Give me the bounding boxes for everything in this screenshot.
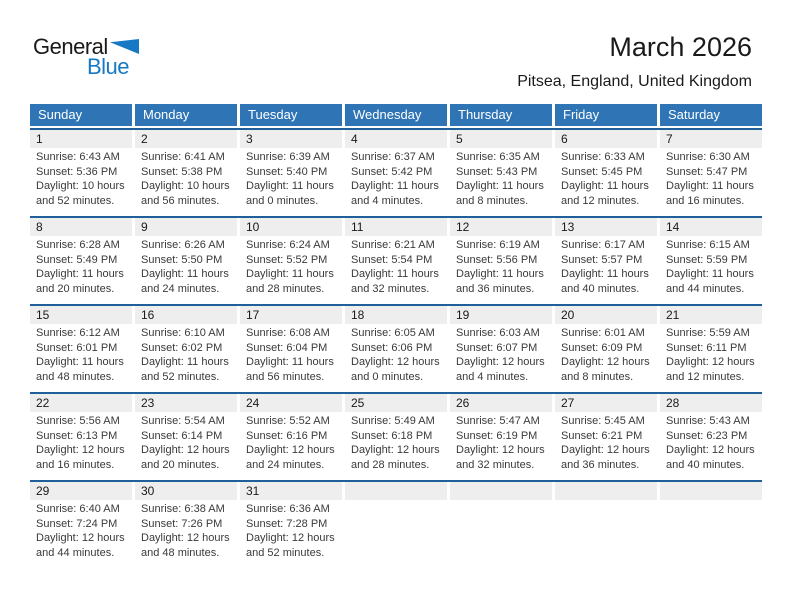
title-block (517, 30, 752, 93)
sunrise-text: Sunrise: 5:52 AM (246, 415, 330, 427)
daylight-text-line2: and 56 minutes. (141, 194, 220, 207)
calendar-grid (30, 104, 762, 578)
sunrise-text: Sunrise: 6:37 AM (351, 151, 435, 163)
day-details (30, 412, 132, 480)
daylight-text-line2: and 44 minutes. (36, 546, 115, 559)
day-cell (135, 130, 237, 216)
sunrise-text: Sunrise: 6:28 AM (36, 239, 120, 251)
day-cell (555, 394, 657, 480)
daylight-text-line2: and 0 minutes. (246, 194, 319, 207)
sunset-text: Sunset: 6:01 PM (36, 341, 118, 354)
day-cell (345, 218, 447, 304)
sunrise-text: Sunrise: 5:54 AM (141, 415, 225, 427)
day-details (30, 324, 132, 392)
daylight-text-line2: and 16 minutes. (666, 194, 745, 207)
day-cell (660, 218, 762, 304)
day-number: 8 (30, 218, 132, 236)
weekday-header-thursday: Thursday (450, 104, 552, 126)
day-number: 18 (345, 306, 447, 324)
daylight-text-line1: Daylight: 11 hours (456, 180, 544, 192)
daylight-text-line1: Daylight: 12 hours (561, 356, 650, 368)
day-number: 31 (240, 482, 342, 500)
sunset-text: Sunset: 5:50 PM (141, 253, 223, 266)
weekday-header-saturday: Saturday (660, 104, 762, 126)
sunrise-text: Sunrise: 6:08 AM (246, 327, 330, 339)
day-number: 11 (345, 218, 447, 236)
sunset-text: Sunset: 5:54 PM (351, 253, 433, 266)
sunrise-text: Sunrise: 6:15 AM (666, 239, 750, 251)
weekday-header-tuesday: Tuesday (240, 104, 342, 126)
day-cell (345, 394, 447, 480)
day-details (345, 412, 447, 480)
week-row-4 (30, 392, 762, 480)
day-details (240, 148, 342, 216)
day-details (450, 236, 552, 304)
daylight-text-line2: and 40 minutes. (666, 458, 745, 471)
daylight-text-line2: and 20 minutes. (36, 282, 115, 295)
day-number (345, 482, 447, 500)
day-number: 25 (345, 394, 447, 412)
daylight-text-line1: Daylight: 12 hours (141, 532, 230, 544)
sunset-text: Sunset: 6:18 PM (351, 429, 433, 442)
daylight-text-line2: and 24 minutes. (141, 282, 220, 295)
day-details (450, 412, 552, 480)
sunrise-text: Sunrise: 6:19 AM (456, 239, 540, 251)
sunrise-text: Sunrise: 5:43 AM (666, 415, 750, 427)
daylight-text-line1: Daylight: 11 hours (246, 268, 334, 280)
sunset-text: Sunset: 7:26 PM (141, 517, 223, 530)
day-cell (240, 306, 342, 392)
day-cell (660, 394, 762, 480)
day-details (555, 324, 657, 392)
day-cell (240, 394, 342, 480)
day-cell (450, 394, 552, 480)
sunrise-text: Sunrise: 6:03 AM (456, 327, 540, 339)
sunset-text: Sunset: 6:02 PM (141, 341, 223, 354)
day-number: 19 (450, 306, 552, 324)
day-number (450, 482, 552, 500)
day-cell (660, 130, 762, 216)
day-details (345, 324, 447, 392)
day-details (450, 148, 552, 216)
page-title: March 2026 (609, 32, 752, 62)
logo-word-general: General (33, 34, 108, 59)
day-number: 29 (30, 482, 132, 500)
day-cell (450, 130, 552, 216)
day-cell (135, 306, 237, 392)
sunset-text: Sunset: 5:43 PM (456, 165, 538, 178)
page-subtitle: Pitsea, England, United Kingdom (517, 73, 752, 90)
day-number: 4 (345, 130, 447, 148)
day-number: 21 (660, 306, 762, 324)
weeks-container (30, 128, 762, 578)
sunrise-text: Sunrise: 6:26 AM (141, 239, 225, 251)
day-cell (135, 218, 237, 304)
day-details (345, 500, 447, 510)
daylight-text-line1: Daylight: 11 hours (141, 268, 229, 280)
daylight-text-line1: Daylight: 12 hours (36, 532, 125, 544)
daylight-text-line1: Daylight: 10 hours (141, 180, 230, 192)
sunset-text: Sunset: 7:24 PM (36, 517, 118, 530)
sunset-text: Sunset: 5:52 PM (246, 253, 328, 266)
day-number: 23 (135, 394, 237, 412)
daylight-text-line1: Daylight: 12 hours (666, 444, 755, 456)
day-cell (450, 306, 552, 392)
day-cell (30, 394, 132, 480)
daylight-text-line2: and 4 minutes. (456, 370, 529, 383)
sunset-text: Sunset: 5:45 PM (561, 165, 643, 178)
sunset-text: Sunset: 6:23 PM (666, 429, 748, 442)
sunrise-text: Sunrise: 6:01 AM (561, 327, 645, 339)
weekday-header-wednesday: Wednesday (345, 104, 447, 126)
day-number (660, 482, 762, 500)
day-details (450, 324, 552, 392)
daylight-text-line1: Daylight: 12 hours (456, 356, 545, 368)
weekday-header-friday: Friday (555, 104, 657, 126)
daylight-text-line2: and 40 minutes. (561, 282, 640, 295)
day-number: 9 (135, 218, 237, 236)
day-details (555, 500, 657, 510)
sunrise-text: Sunrise: 6:05 AM (351, 327, 435, 339)
week-row-3 (30, 304, 762, 392)
daylight-text-line1: Daylight: 12 hours (141, 444, 230, 456)
day-number: 15 (30, 306, 132, 324)
daylight-text-line1: Daylight: 11 hours (561, 268, 649, 280)
sunset-text: Sunset: 5:49 PM (36, 253, 118, 266)
day-details (660, 324, 762, 392)
day-cell (240, 482, 342, 578)
daylight-text-line2: and 24 minutes. (246, 458, 325, 471)
day-details (345, 236, 447, 304)
daylight-text-line1: Daylight: 11 hours (351, 180, 439, 192)
sunset-text: Sunset: 5:47 PM (666, 165, 748, 178)
daylight-text-line1: Daylight: 11 hours (666, 268, 754, 280)
day-number: 22 (30, 394, 132, 412)
day-cell (30, 306, 132, 392)
daylight-text-line1: Daylight: 12 hours (246, 444, 335, 456)
daylight-text-line2: and 8 minutes. (561, 370, 634, 383)
day-details (555, 412, 657, 480)
sunrise-text: Sunrise: 6:40 AM (36, 503, 120, 515)
day-cell (345, 306, 447, 392)
sunrise-text: Sunrise: 5:45 AM (561, 415, 645, 427)
daylight-text-line1: Daylight: 11 hours (456, 268, 544, 280)
sunrise-text: Sunrise: 6:41 AM (141, 151, 225, 163)
sunrise-text: Sunrise: 6:17 AM (561, 239, 645, 251)
sunrise-text: Sunrise: 6:43 AM (36, 151, 120, 163)
day-number: 6 (555, 130, 657, 148)
day-number: 1 (30, 130, 132, 148)
daylight-text-line1: Daylight: 12 hours (561, 444, 650, 456)
daylight-text-line2: and 12 minutes. (666, 370, 745, 383)
sunset-text: Sunset: 6:21 PM (561, 429, 643, 442)
sunrise-text: Sunrise: 6:36 AM (246, 503, 330, 515)
day-details (660, 236, 762, 304)
daylight-text-line2: and 36 minutes. (561, 458, 640, 471)
day-cell (30, 130, 132, 216)
sunset-text: Sunset: 6:19 PM (456, 429, 538, 442)
daylight-text-line1: Daylight: 12 hours (246, 532, 335, 544)
sunrise-text: Sunrise: 6:39 AM (246, 151, 330, 163)
weekday-header-sunday: Sunday (30, 104, 132, 126)
general-blue-logo (33, 36, 153, 86)
day-details (240, 324, 342, 392)
week-row-5 (30, 480, 762, 578)
day-cell (555, 130, 657, 216)
day-number: 12 (450, 218, 552, 236)
day-details (135, 324, 237, 392)
sunrise-text: Sunrise: 6:21 AM (351, 239, 435, 251)
daylight-text-line2: and 52 minutes. (246, 546, 325, 559)
day-details (135, 236, 237, 304)
daylight-text-line2: and 8 minutes. (456, 194, 529, 207)
day-number: 24 (240, 394, 342, 412)
week-row-2 (30, 216, 762, 304)
daylight-text-line2: and 52 minutes. (36, 194, 115, 207)
daylight-text-line1: Daylight: 12 hours (456, 444, 545, 456)
daylight-text-line2: and 32 minutes. (456, 458, 535, 471)
day-details (240, 236, 342, 304)
daylight-text-line1: Daylight: 11 hours (246, 356, 334, 368)
day-cell (450, 218, 552, 304)
day-cell (240, 130, 342, 216)
day-number: 10 (240, 218, 342, 236)
sunset-text: Sunset: 5:59 PM (666, 253, 748, 266)
sunrise-text: Sunrise: 6:12 AM (36, 327, 120, 339)
day-details (660, 412, 762, 480)
day-details (30, 500, 132, 568)
daylight-text-line2: and 28 minutes. (246, 282, 325, 295)
daylight-text-line2: and 16 minutes. (36, 458, 115, 471)
sunset-text: Sunset: 6:16 PM (246, 429, 328, 442)
sunrise-text: Sunrise: 6:10 AM (141, 327, 225, 339)
day-details (135, 412, 237, 480)
sunset-text: Sunset: 6:13 PM (36, 429, 118, 442)
sunset-text: Sunset: 5:57 PM (561, 253, 643, 266)
day-details (135, 148, 237, 216)
sunset-text: Sunset: 6:06 PM (351, 341, 433, 354)
day-details (240, 500, 342, 568)
sunrise-text: Sunrise: 5:59 AM (666, 327, 750, 339)
daylight-text-line2: and 36 minutes. (456, 282, 535, 295)
daylight-text-line1: Daylight: 11 hours (246, 180, 334, 192)
day-number: 20 (555, 306, 657, 324)
day-number: 26 (450, 394, 552, 412)
sunset-text: Sunset: 5:36 PM (36, 165, 118, 178)
day-number: 14 (660, 218, 762, 236)
daylight-text-line1: Daylight: 10 hours (36, 180, 125, 192)
sunrise-text: Sunrise: 5:49 AM (351, 415, 435, 427)
daylight-text-line2: and 4 minutes. (351, 194, 424, 207)
daylight-text-line2: and 44 minutes. (666, 282, 745, 295)
sunset-text: Sunset: 6:07 PM (456, 341, 538, 354)
logo-word-blue: Blue (87, 54, 130, 79)
day-details (660, 148, 762, 216)
day-number: 16 (135, 306, 237, 324)
day-number: 13 (555, 218, 657, 236)
day-details (30, 148, 132, 216)
day-cell (660, 482, 762, 578)
day-number: 30 (135, 482, 237, 500)
sunrise-text: Sunrise: 6:38 AM (141, 503, 225, 515)
day-details (240, 412, 342, 480)
daylight-text-line2: and 48 minutes. (36, 370, 115, 383)
day-number: 28 (660, 394, 762, 412)
sunset-text: Sunset: 5:38 PM (141, 165, 223, 178)
week-row-1 (30, 128, 762, 216)
day-cell (135, 482, 237, 578)
sunset-text: Sunset: 6:04 PM (246, 341, 328, 354)
sunset-text: Sunset: 5:56 PM (456, 253, 538, 266)
day-number (555, 482, 657, 500)
day-details (660, 500, 762, 510)
daylight-text-line2: and 12 minutes. (561, 194, 640, 207)
weekday-header-monday: Monday (135, 104, 237, 126)
daylight-text-line2: and 48 minutes. (141, 546, 220, 559)
day-details (450, 500, 552, 510)
daylight-text-line1: Daylight: 12 hours (351, 356, 440, 368)
daylight-text-line2: and 32 minutes. (351, 282, 430, 295)
day-cell (660, 306, 762, 392)
day-details (30, 236, 132, 304)
day-number: 2 (135, 130, 237, 148)
daylight-text-line2: and 0 minutes. (351, 370, 424, 383)
day-number: 27 (555, 394, 657, 412)
day-cell (555, 218, 657, 304)
day-cell (135, 394, 237, 480)
day-number: 17 (240, 306, 342, 324)
day-details (135, 500, 237, 568)
weekday-header-row (30, 104, 762, 126)
daylight-text-line1: Daylight: 12 hours (351, 444, 440, 456)
day-cell (555, 482, 657, 578)
day-cell (30, 482, 132, 578)
daylight-text-line1: Daylight: 11 hours (36, 356, 124, 368)
sunset-text: Sunset: 6:14 PM (141, 429, 223, 442)
daylight-text-line1: Daylight: 11 hours (351, 268, 439, 280)
daylight-text-line2: and 28 minutes. (351, 458, 430, 471)
day-details (345, 148, 447, 216)
sunrise-text: Sunrise: 6:24 AM (246, 239, 330, 251)
sunrise-text: Sunrise: 5:56 AM (36, 415, 120, 427)
sunset-text: Sunset: 6:11 PM (666, 341, 747, 354)
sunset-text: Sunset: 6:09 PM (561, 341, 643, 354)
sunset-text: Sunset: 5:42 PM (351, 165, 433, 178)
day-cell (30, 218, 132, 304)
daylight-text-line1: Daylight: 11 hours (36, 268, 124, 280)
day-number: 7 (660, 130, 762, 148)
sunrise-text: Sunrise: 5:47 AM (456, 415, 540, 427)
daylight-text-line2: and 56 minutes. (246, 370, 325, 383)
sunrise-text: Sunrise: 6:35 AM (456, 151, 540, 163)
daylight-text-line1: Daylight: 11 hours (141, 356, 229, 368)
day-cell (345, 482, 447, 578)
day-details (555, 148, 657, 216)
daylight-text-line2: and 52 minutes. (141, 370, 220, 383)
daylight-text-line1: Daylight: 11 hours (666, 180, 754, 192)
day-cell (240, 218, 342, 304)
daylight-text-line2: and 20 minutes. (141, 458, 220, 471)
day-number: 5 (450, 130, 552, 148)
sunrise-text: Sunrise: 6:33 AM (561, 151, 645, 163)
daylight-text-line1: Daylight: 12 hours (36, 444, 125, 456)
day-cell (345, 130, 447, 216)
sunset-text: Sunset: 7:28 PM (246, 517, 328, 530)
day-cell (450, 482, 552, 578)
day-details (555, 236, 657, 304)
sunset-text: Sunset: 5:40 PM (246, 165, 328, 178)
daylight-text-line1: Daylight: 11 hours (561, 180, 649, 192)
daylight-text-line1: Daylight: 12 hours (666, 356, 755, 368)
day-cell (555, 306, 657, 392)
sunrise-text: Sunrise: 6:30 AM (666, 151, 750, 163)
day-number: 3 (240, 130, 342, 148)
